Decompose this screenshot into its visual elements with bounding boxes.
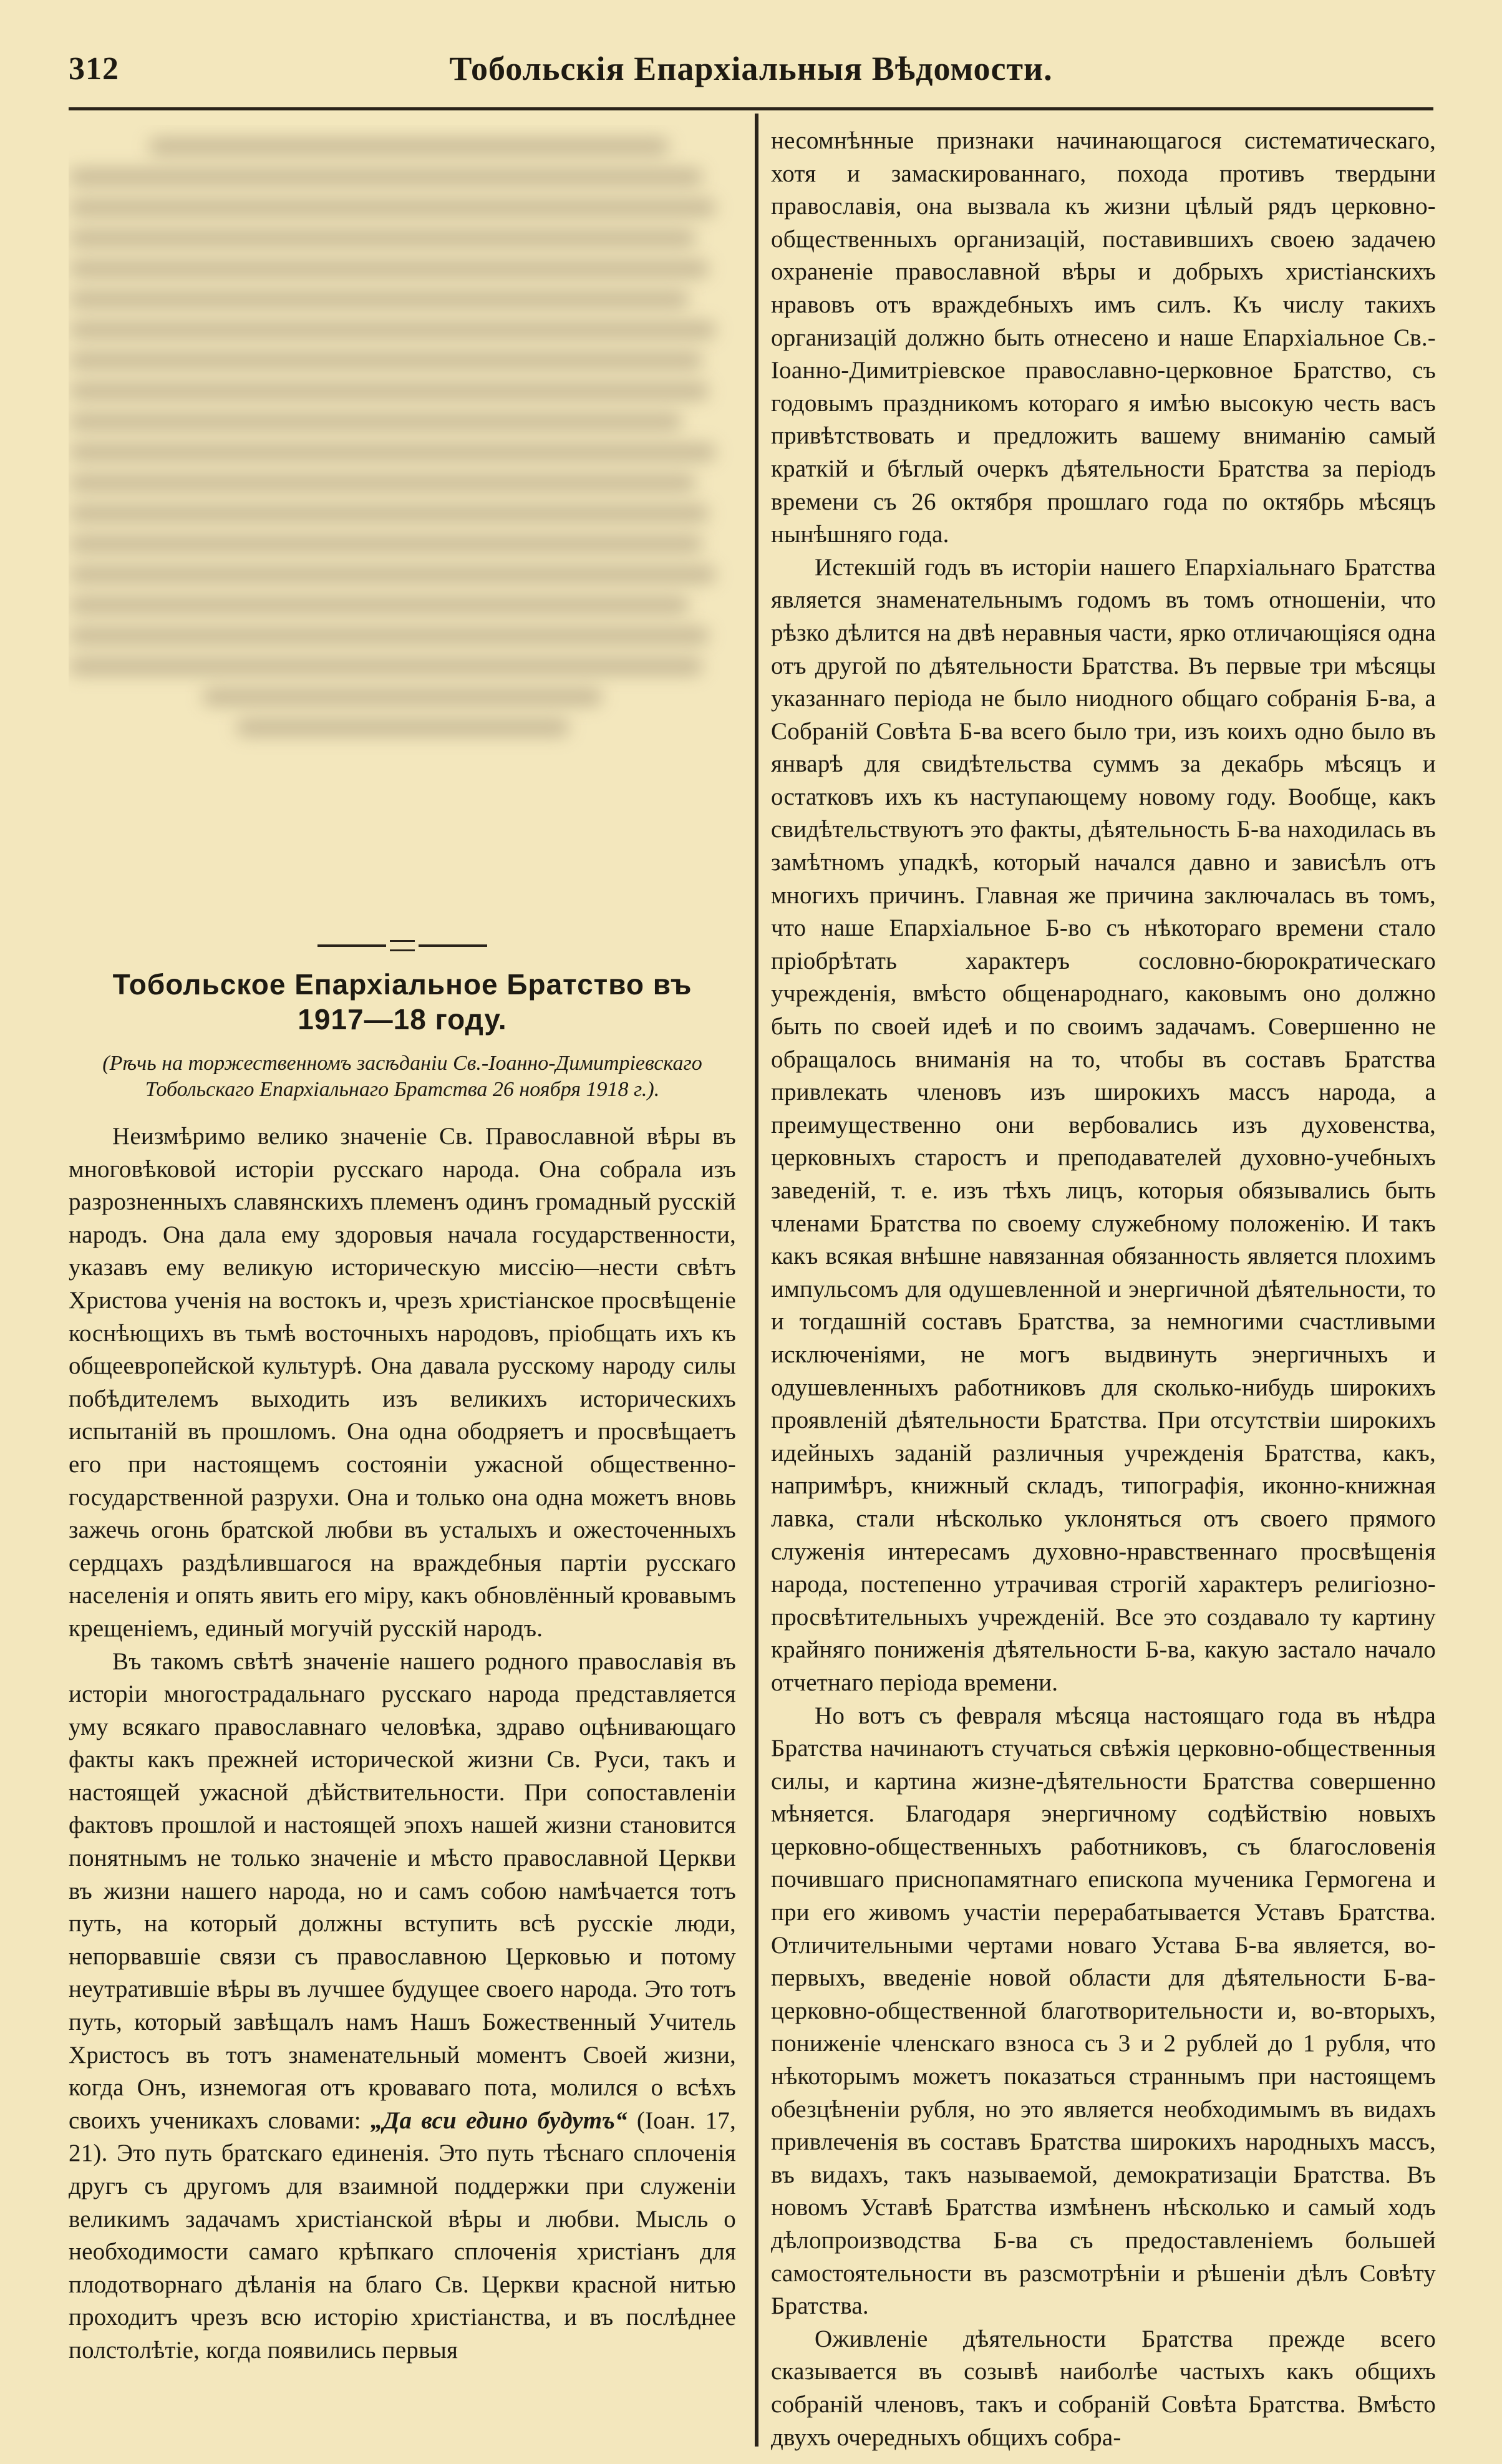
left-column — [69, 125, 736, 2367]
header-rule — [69, 107, 1433, 110]
blurred-region — [69, 125, 736, 917]
paragraph — [69, 1646, 736, 2367]
paragraph: Истекшій годъ въ исторіи нашего Епархіальнаго Братства является знаменательнымъ годомъ въ томъ отношеніи, что рѣзко дѣлится на двѣ неравныя части, ярко отличающіяся одна отъ другой по дѣятельности Братства. Въ первые три мѣсяцы указаннаго періода не было ниодного общаго собранія Б-ва, а Собраній Совѣта Б-ва всего было три, изъ коихъ одно было въ январѣ для свидѣтельства суммъ за декабрь мѣсяцъ и остатковъ ихъ къ наступающему новому году. Вообще, какъ свидѣтельствуютъ это факты, дѣятельность Б-ва находилась въ замѣтномъ упадкѣ, который начался давно и зависѣлъ отъ многихъ причинъ. Главная же причина заключалась въ томъ, что наше Епархіальное Б-во съ нѣкотораго времени стало пріобрѣтать характеръ сословно-бюрократическаго учрежденія, вмѣсто общенароднаго, каковымъ оно должно быть по своей идеѣ и по своимъ задачамъ. Совершенно не обращалось вниманія на то, чтобы въ составъ Братства привлекать членовъ изъ широкихъ массъ народа, а преимущественно они вербовались изъ духовенства, церковныхъ старостъ и преподавателей духовно-учебныхъ заведеній, т. е. изъ тѣхъ лицъ, которыя обязывались быть членами Братства по своему служебному положенію. И такъ какъ всякая внѣшне навязанная обязанность является плохимъ импульсомъ для одушевленной и энергичной дѣятельности, то и тогдашній составъ Братства, за немногими счастливыми исключеніями, не могъ выдвинуть энергичныхъ и одушевленныхъ работниковъ для сколько-нибудь широкихъ проявленій дѣятельности Братства. При отсутствіи широкихъ идейныхъ заданій различныя учрежденія Братства, какъ, напримѣръ, книжный складъ, типографія, иконно-книжная лавка, стали нѣсколько уклоняться отъ своего прямого служенія интересамъ духовно-нравственнаго просвѣщенія народа, постепенно утрачивая строгій характеръ религіозно-просвѣтительныхъ учрежденій. Все это создавало ту картину крайняго пониженія дѣятельности Б-ва, какую застало начало отчетнаго періода времени. — [771, 553, 1436, 1696]
section-ornament — [69, 939, 736, 952]
column-divider — [755, 114, 758, 2447]
paragraph: несомнѣнные признаки начинающагося систематическаго, хотя и замаскированнаго, похода противъ твердыни православія, она вызвала къ жизни цѣлый рядъ церковно-общественныхъ организацій, поставившихъ своею задачею охраненіе православной вѣры и добрыхъ христіанскихъ нравовъ отъ враждебныхъ имъ силъ. Къ числу такихъ организацій должно быть отнесено и наше Епархіальное Св.-Іоанно-Димитріевское православно-церковное Братство, съ годовымъ праздникомъ котораго я имѣю высокую честь васъ привѣтствовать и предложить вашему вниманію самый краткій и бѣглый очеркъ дѣятельности Братства за періодъ времени съ 26 октября прошлаго года по октябрь мѣсяцъ нынѣшняго года. — [771, 127, 1436, 548]
article-title — [69, 967, 736, 1037]
paragraph-text: (Іоан. 17, 21). Это путь братскаго единенія. Это путь тѣснаго сплоченія другъ съ другомъ для взаимной поддержки при служеніи великимъ задачамъ христіанской вѣры и любви. Мысль о необходимости самаго крѣпкаго сплоченія христіанъ для плодотворнаго дѣланія на благо Св. Церкви красной нитью проходитъ чрезъ всю исторію христіанства, и въ послѣднее полстолѣтіе, когда появились первыя — [69, 2107, 737, 2364]
article-title-line1: Тобольское Епархіальное Братство въ — [112, 968, 692, 1001]
gospel-quote: „Да вси едино будутъ“ — [370, 2107, 627, 2134]
right-column — [771, 125, 1436, 2454]
paragraph: Оживленіе дѣятельности Братства прежде всего сказывается въ созывѣ наиболѣе частыхъ какъ общихъ собраній членовъ, такъ и собраній Совѣта Братства. Вмѣсто двухъ очередныхъ общихъ собра- — [771, 2325, 1436, 2451]
paragraph: Но вотъ съ февраля мѣсяца настоящаго года въ нѣдра Братства начинаютъ стучаться свѣжія церковно-общественныя силы, и картина жизне-дѣятельности Братства совершенно мѣняется. Благодаря энергичному содѣйствію новыхъ церковно-общественныхъ работниковъ, съ благословенія почившаго приснопамятнаго епископа мученика Гермогена и при его живомъ участіи перерабатывается Уставъ Братства. Отличительными чертами новаго Устава Б-ва является, во-первыхъ, введеніе новой области для дѣятельности Б-ва-церковно-общественной благотворительности и, во-вторыхъ, пониженіе членскаго взноса съ 3 и 2 рублей до 1 рубля, что нѣкоторымъ можетъ показаться страннымъ при настоящемъ обезцѣненіи рубля, но это является необходимымъ въ видахъ привлеченія въ составъ Братства широкихъ народныхъ массъ, въ видахъ, такъ называемой, демократизаціи Братства. Въ новомъ Уставѣ Братства измѣненъ нѣсколько и самый ходъ дѣлопроизводства Б-ва съ предоставленіемъ большей самостоятельности въ разсмотрѣніи и рѣшеніи дѣлъ Совѣту Братства. — [771, 1702, 1436, 2320]
page-header — [69, 31, 1433, 106]
article-subtitle: (Рѣчь на торжественномъ засѣданіи Св.-Іоанно-Димитріевскаго Тобольскаго Епархіальнаго Братства 26 ноября 1918 г.). — [102, 1052, 702, 1101]
left-text — [69, 1120, 736, 2367]
paragraph-text: Въ такомъ свѣтѣ значеніе нашего родного православія въ исторіи многострадальнаго русскаго народа представляется уму всякаго православнаго человѣка, здраво оцѣнивающаго факты какъ прежней исторической жизни Св. Руси, такъ и настоящей ужасной дѣйствительности. При сопоставленіи фактовъ прошлой и настоящей эпохъ нашей жизни становится понятнымъ не только значеніе и мѣсто православной Церкви въ жизни нашего народа, но и самъ собою намѣчается тотъ путь, на который должны вступить всѣ русскіе люди, непорвавшіе связи съ православною Церковью и потому неутратившіе вѣры въ лучшее будущее своего народа. Это тотъ путь, который завѣщалъ намъ Нашъ Божественный Учитель Христосъ въ тотъ знаменательный моментъ Своей жизни, когда Онъ, изнемогая отъ кроваваго пота, молился о всѣхъ своихъ ученикахъ словами: — [69, 1647, 736, 2134]
page-number: 312 — [69, 51, 119, 87]
paragraph: Неизмѣримо велико значеніе Св. Православной вѣры въ многовѣковой исторіи русскаго народа. Она собрала изъ разрозненныхъ славянскихъ племенъ одинъ громадный русскій народъ. Она дала ему здоровыя начала государственности, указавъ ему великую историческую миссію—нести свѣтъ Христова ученія на востокъ и, чрезъ христіанское просвѣщеніе коснѣющихъ въ тьмѣ восточныхъ народовъ, пріобщать ихъ къ общеевропейской культурѣ. Она давала русскому народу силы побѣдителемъ выходить изъ великихъ историческихъ испытаній въ прошломъ. Она одна ободряетъ и просвѣщаетъ его при настоящемъ состояніи ужасной общественно-государственной разрухи. Она и только она одна можетъ вновь зажечь огонь братской любви въ усталыхъ и ожесточенныхъ сердцахъ раздѣлившагося на враждебныя партіи русскаго населенія и опять явить его міру, какъ обновлённый кровавымъ крещеніемъ, единый могучій русскій народъ. — [69, 1123, 736, 1642]
running-title: Тобольскія Епархіальныя Вѣдомости. — [449, 50, 1053, 87]
article-title-line2: 1917—18 году. — [298, 1003, 507, 1036]
